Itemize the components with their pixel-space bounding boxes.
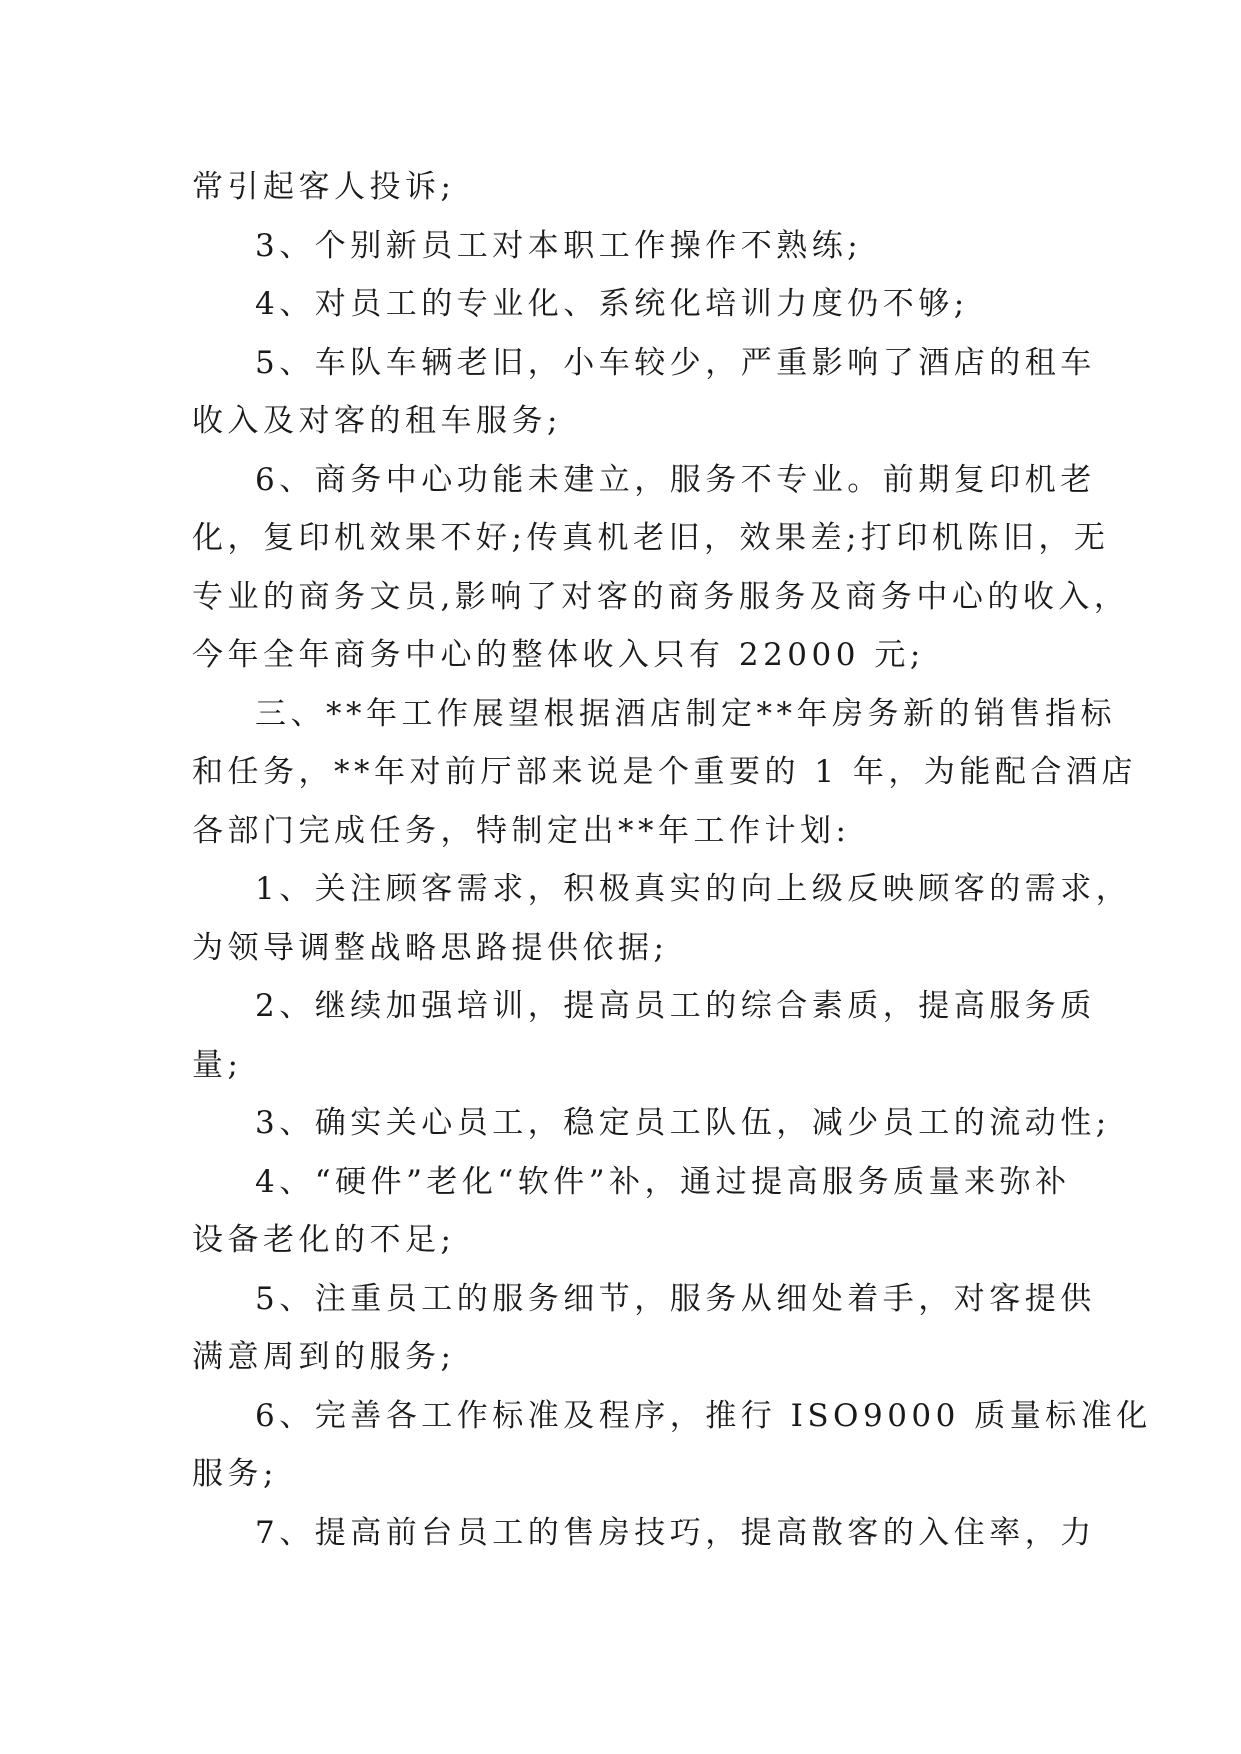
text-line: 常引起客人投诉; — [192, 169, 456, 205]
text-line: 5、注重员工的服务细节，服务从细处着手，对客提供 — [255, 1280, 1096, 1317]
text-line: 6、商务中心功能未建立，服务不专业。前期复印机老 — [255, 461, 1096, 498]
text-line: 服务; — [192, 1456, 278, 1492]
text-line: 满意周到的服务; — [192, 1339, 456, 1375]
document-body — [192, 158, 1152, 1562]
text-line: 3、个别新员工对本职工作操作不熟练; — [255, 227, 863, 264]
text-line: 化，复印机效果不好;传真机老旧，效果差;打印机陈旧，无 — [192, 520, 1110, 556]
text-line: 设备老化的不足; — [192, 1222, 456, 1258]
text-line: 4、“硬件”老化“软件”补，通过提高服务质量来弥补 — [255, 1163, 1071, 1200]
text-line: 3、确实关心员工，稳定员工队伍，减少员工的流动性; — [255, 1105, 1111, 1141]
text-line: 1、关注顾客需求，积极真实的向上级反映顾客的需求， — [255, 871, 1132, 907]
text-line: 和任务，**年对前厅部来说是个重要的 1 年，为能配合酒店 — [192, 754, 1137, 790]
text-line: 专业的商务文员,影响了对客的商务服务及商务中心的收入， — [192, 578, 1130, 615]
text-line: 量; — [192, 1046, 243, 1083]
text-line: 今年全年商务中心的整体收入只有 22000 元; — [192, 637, 925, 673]
text-line: 5、车队车辆老旧，小车较少，严重影响了酒店的租车 — [255, 344, 1096, 381]
text-line: 4、对员工的专业化、系统化培训力度仍不够; — [255, 286, 969, 322]
text-line: 收入及对客的租车服务; — [192, 403, 562, 439]
text-line: 为领导调整战略思路提供依据; — [192, 929, 669, 966]
text-line: 6、完善各工作标准及程序，推行 ISO9000 质量标准化 — [255, 1397, 1152, 1434]
text-line: 2、继续加强培训，提高员工的综合素质，提高服务质 — [255, 988, 1096, 1024]
text-line: 各部门完成任务，特制定出**年工作计划: — [192, 812, 851, 849]
text-line: 7、提高前台员工的售房技巧，提高散客的入住率，力 — [255, 1514, 1096, 1551]
text-line: 三、**年工作展望根据酒店制定**年房务新的销售指标 — [255, 695, 1116, 732]
